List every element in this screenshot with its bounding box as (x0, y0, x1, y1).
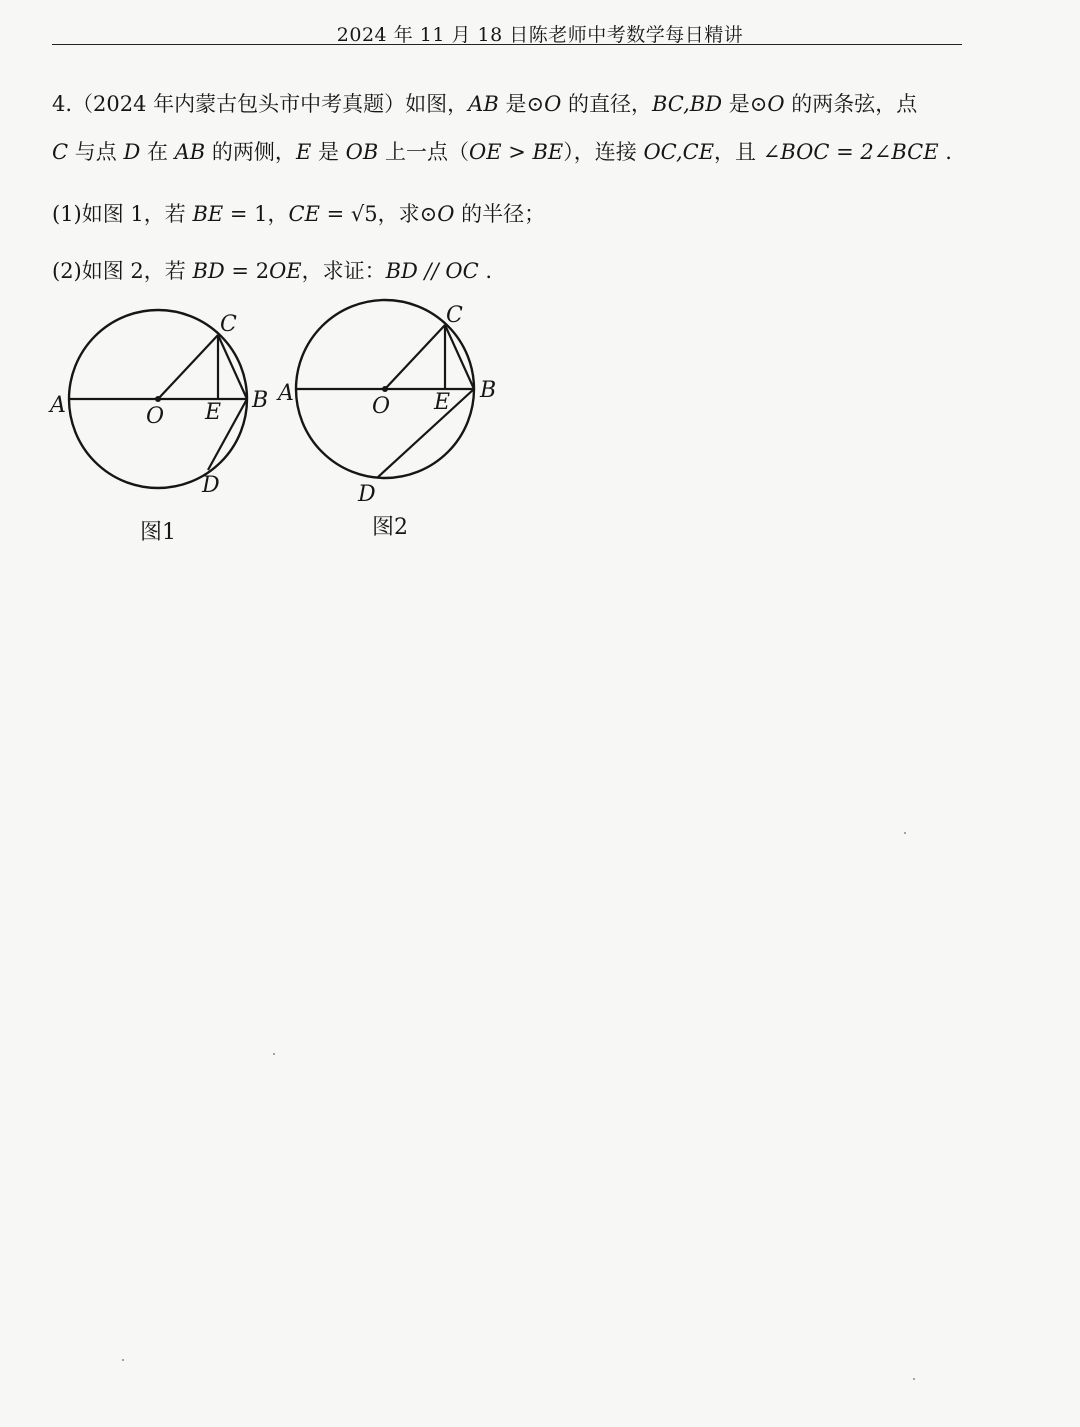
label-c: C (220, 312, 237, 337)
text-segment: 在 (140, 140, 175, 164)
text-segment: . (478, 259, 493, 283)
figure-1-caption: 图1 (140, 520, 176, 545)
text-segment: = √5，求⊙ (319, 202, 438, 226)
text-segment: 的直径， (561, 92, 652, 116)
scan-speck (122, 1359, 124, 1361)
segment-oc (385, 325, 445, 389)
text-segment: (1)如图 1，若 (52, 202, 193, 226)
text-segment: 的两条弦，点 (784, 92, 918, 116)
text-segment: (2)如图 2，若 (52, 259, 193, 283)
text-segment: ，求证： (301, 259, 386, 283)
text-segment: = 1， (223, 202, 289, 226)
label-e: E (205, 400, 222, 425)
figure-1 (40, 300, 280, 500)
figure-2 (272, 290, 512, 510)
text-segment: 的两侧， (205, 140, 296, 164)
page-header: 2024 年 11 月 18 日陈老师中考数学每日精讲 (336, 24, 744, 46)
text-segment: 是⊙ (722, 92, 768, 116)
label-o: O (372, 394, 391, 419)
math-oc-ce: OC,CE (643, 140, 715, 164)
label-a: A (278, 381, 294, 406)
chord-bc (218, 335, 247, 399)
figure-2-caption: 图2 (372, 515, 408, 540)
label-d: D (358, 482, 376, 507)
label-o: O (146, 404, 165, 429)
figure-1-diagram (40, 300, 280, 500)
math-e: E (295, 140, 312, 164)
part-2 (52, 255, 492, 285)
text-segment: 如图， (405, 92, 469, 116)
problem-source: （2024 年内蒙古包头市中考真题） (72, 92, 406, 116)
label-d: D (202, 473, 220, 498)
label-e: E (434, 390, 451, 415)
math-bc-bd: BC,BD (651, 92, 723, 116)
text-segment: = 2 (224, 259, 270, 283)
scan-speck (273, 1053, 275, 1055)
math-c: C (52, 140, 69, 164)
chord-bc (445, 325, 474, 389)
math-bd: BD (192, 259, 225, 283)
text-segment: 上一点（ (378, 140, 469, 164)
part-1 (52, 198, 545, 228)
math-condition: OE > BE (468, 140, 564, 164)
scan-speck (904, 832, 906, 834)
figure-2-diagram (272, 290, 512, 510)
math-ob: OB (345, 140, 379, 164)
math-d: D (123, 140, 141, 164)
label-b: B (252, 388, 269, 413)
center-point (382, 386, 388, 392)
problem-line-2 (52, 136, 952, 166)
math-oe: OE (269, 259, 302, 283)
math-ce: CE (288, 202, 320, 226)
center-point (155, 396, 161, 402)
math-ab: AB (468, 92, 499, 116)
label-b: B (480, 378, 497, 403)
math-be: BE (192, 202, 224, 226)
chord-bd (378, 389, 474, 477)
math-bd-parallel-oc: BD // OC (385, 259, 479, 283)
problem-number: 4. (52, 92, 73, 116)
text-segment: 是⊙ (498, 92, 545, 116)
segment-oc (158, 335, 218, 399)
math-ab: AB (174, 140, 206, 164)
text-segment: 是 (311, 140, 346, 164)
text-segment: ，且 (714, 140, 763, 164)
text-segment: ），连接 (563, 140, 644, 164)
problem-line-1 (52, 88, 917, 118)
text-segment: 与点 (68, 140, 124, 164)
text-segment: . (938, 140, 952, 164)
math-o: O (437, 202, 455, 226)
math-angle-condition: ∠BOC = 2∠BCE (762, 140, 939, 164)
label-a: A (50, 393, 66, 418)
text-segment: 的半径； (454, 202, 546, 226)
math-o: O (767, 92, 785, 116)
label-c: C (446, 303, 463, 328)
scan-speck (913, 1378, 915, 1380)
math-o: O (544, 92, 562, 116)
header-rule (52, 44, 962, 45)
